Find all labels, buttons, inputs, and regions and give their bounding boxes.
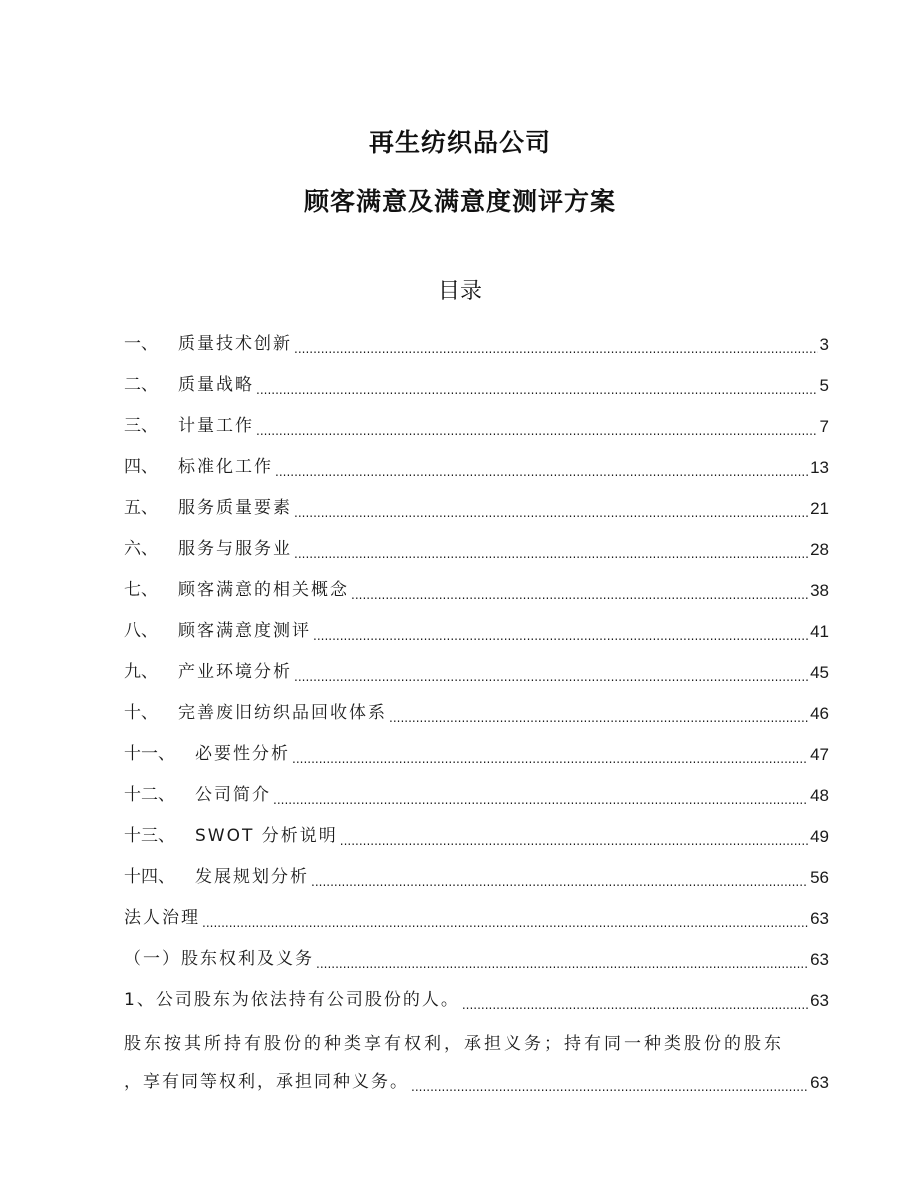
toc-leader-dots [311,873,808,890]
toc-item-page: 7 [819,417,829,436]
toc-item-number: 二、 [124,375,158,395]
document-title-line2: 顾客满意及满意度测评方案 [303,187,616,216]
toc-item-label: 必要性分析 [195,744,290,764]
toc-item-number: 七、 [124,580,158,600]
toc-item[interactable] [124,406,829,447]
toc-item-label: SWOT 分析说明 [195,826,338,846]
toc-item[interactable] [124,488,829,529]
toc-item-page: 63 [810,950,829,969]
toc-item[interactable] [124,857,829,898]
toc-wrapped-line1: 股东按其所持有股份的种类享有权利，承担义务；持有同一种类股份的股东 [124,1034,784,1054]
toc-item-number: 九、 [124,662,158,682]
toc-item-number: 十四、 [124,867,175,887]
toc-item-page: 38 [810,581,829,600]
toc-item-page: 63 [810,991,829,1010]
toc-item-page: 41 [810,622,829,641]
toc-item-label: 完善废旧纺织品回收体系 [178,703,387,723]
toc-leader-dots [462,996,808,1013]
toc-leader-dots [202,914,808,931]
toc-item[interactable] [124,652,829,693]
toc-item-number: 一、 [124,334,158,354]
toc-item-page: 63 [810,1073,829,1092]
toc-item[interactable] [124,365,829,406]
document-title-line1: 再生纺织品公司 [368,128,551,157]
toc-item-number: 三、 [124,416,158,436]
toc-item[interactable] [124,898,829,939]
toc-item[interactable] [124,529,829,570]
toc-leader-dots [313,627,808,644]
toc-item[interactable] [124,734,829,775]
toc-item-page: 45 [810,663,829,682]
toc-item[interactable] [124,1062,829,1103]
toc-leader-dots [316,955,808,972]
toc-leader-dots [273,791,808,808]
toc-item-label: 法人治理 [124,908,200,928]
toc-leader-dots [294,504,808,521]
toc-item[interactable] [124,611,829,652]
toc-item-label: 公司简介 [195,785,271,805]
toc-leader-dots [351,586,808,603]
toc-item[interactable] [124,570,829,611]
toc-item-label: 发展规划分析 [195,867,309,887]
toc-wrapped-line2: ，享有同等权利，承担同种义务。 [124,1072,409,1092]
toc-item-number: 十二、 [124,785,175,805]
toc-item-label: 1、公司股东为依法持有公司股份的人。 [124,990,460,1010]
toc-item-number: 六、 [124,539,158,559]
toc-item-number: 八、 [124,621,158,641]
toc-leader-dots [340,832,808,849]
toc-item-page: 21 [810,499,829,518]
toc-item-page: 63 [810,909,829,928]
toc-leader-dots [411,1078,808,1095]
toc-item-page: 5 [819,376,829,395]
toc-item[interactable] [124,816,829,857]
toc-item-page: 47 [810,745,829,764]
toc-wrapped-line1-row[interactable] [124,1021,829,1062]
toc-leader-dots [294,340,818,357]
toc-leader-dots [256,381,818,398]
toc-leader-dots [294,545,808,562]
toc-leader-dots [294,668,808,685]
toc-item-page: 48 [810,786,829,805]
toc-item-page: 46 [810,704,829,723]
toc-item-label: 顾客满意度测评 [178,621,311,641]
toc-item[interactable] [124,324,829,365]
toc-item-number: 十三、 [124,826,175,846]
toc-item-label: 质量技术创新 [178,334,292,354]
toc-item[interactable] [124,447,829,488]
toc-item-page: 28 [810,540,829,559]
toc-leader-dots [256,422,818,439]
toc-item-label: 计量工作 [178,416,254,436]
toc-item-label: （一）股东权利及义务 [124,949,314,969]
toc-item-page: 56 [810,868,829,887]
toc-item[interactable] [124,693,829,734]
toc-item-page: 13 [810,458,829,477]
toc-item[interactable] [124,980,829,1021]
toc-item-label: 质量战略 [178,375,254,395]
toc-item-label: 顾客满意的相关概念 [178,580,349,600]
toc-item-number: 十一、 [124,744,175,764]
toc-item[interactable] [124,939,829,980]
toc-leader-dots [292,750,808,767]
toc-item-number: 十、 [124,703,158,723]
toc-item-page: 49 [810,827,829,846]
toc-leader-dots [389,709,808,726]
toc-leader-dots [275,463,808,480]
toc-item-label: 产业环境分析 [178,662,292,682]
toc-item[interactable] [124,775,829,816]
toc-item-page: 3 [819,335,829,354]
toc-item-number: 五、 [124,498,158,518]
toc-item-number: 四、 [124,457,158,477]
toc-item-label: 服务与服务业 [178,539,292,559]
toc-item-label: 服务质量要素 [178,498,292,518]
table-of-contents [124,324,829,1103]
toc-item-label: 标准化工作 [178,457,273,477]
toc-heading: 目录 [437,279,482,304]
